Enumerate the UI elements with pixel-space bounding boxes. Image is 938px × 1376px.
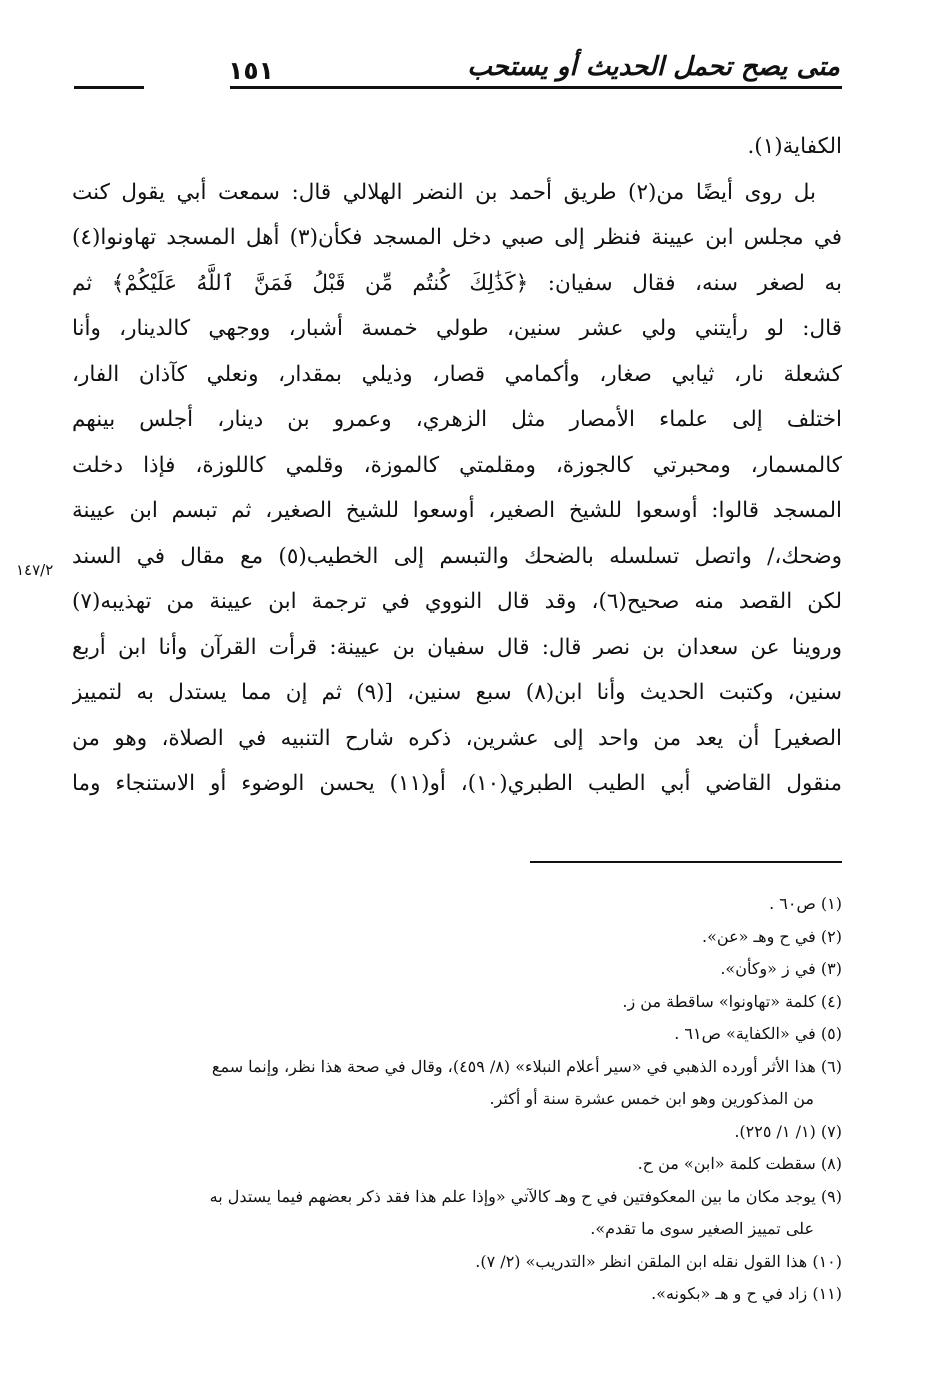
body-line: الصغير] أن يعد من واحد إلى عشرين، ذكره شارح التنبيه في الصلاة، وهو من	[72, 725, 842, 751]
body-line: قال: لو رأيتني ولي عشر سنين، طولي خمسة أشبار، ووجهي كالدينار، وأنا	[72, 316, 842, 341]
margin-note: ١٤٧/٢	[16, 561, 54, 579]
page-header	[70, 46, 840, 106]
header-rule	[230, 86, 842, 89]
body-line: وروينا عن سعدان بن نصر قال: قال سفيان بن عيينة: قرأت القرآن وأنا ابن أربع	[72, 634, 842, 660]
body-line: وضحك،/ واتصل تسلسله بالضحك والتبسم إلى الخطيب(٥) مع مقال في السند	[72, 543, 842, 569]
body-line: اختلف إلى علماء الأمصار مثل الزهري، وعمرو بن دينار، أجلس بينهم	[72, 407, 842, 432]
body-line: لكن القصد منه صحيح(٦)، وقد قال النووي في ترجمة ابن عيينة من تهذيبه(٧)	[72, 589, 842, 614]
body-line: به لصغر سنه، فقال سفيان: ﴿كَذَٰلِكَ كُنتُم مِّن قَبْلُ فَمَنَّ ٱللَّهُ عَلَيْكُمْ﴾ ثم	[72, 270, 842, 296]
body-line: في مجلس ابن عيينة فنظر إلى صبي دخل المسجد فكأن(٣) أهل المسجد تهاونوا(٤)	[72, 225, 842, 250]
body-line: المسجد قالوا: أوسعوا للشيخ الصغير، أوسعوا للشيخ الصغير، ثم تبسم ابن عيينة	[72, 498, 842, 523]
footnote: (٨) سقطت كلمة «ابن» من ح.	[637, 1154, 842, 1173]
footnote: (١١) زاد في ح و هـ «بكونه».	[651, 1284, 842, 1303]
running-title: متى يصح تحمل الحديث أو يستحب	[467, 52, 840, 82]
footnote: (٦) هذا الأثر أورده الذهبي في «سير أعلام النبلاء» (٨/ ٤٥٩)، وقال في صحة هذا نظر، وإنما سمع	[211, 1056, 842, 1076]
body-line: بل روى أيضًا من(٢) طريق أحمد بن النضر الهلالي قال: سمعت أبي يقول كنت	[72, 179, 816, 205]
body-line: منقول القاضي أبي الطيب الطبري(١٠)، أو(١١) يحسن الوضوء أو الاستنجاء وما	[72, 771, 842, 796]
footnote-continuation: من المذكورين وهو ابن خمس عشرة سنة أو أكثر.	[489, 1089, 814, 1108]
footnote: (٩) يوجد مكان ما بين المعكوفتين في ح وهـ كالآتي «وإذا علم هذا فقد ذكر بعضهم فيما يستدل به	[209, 1186, 842, 1206]
page-number: ١٥١	[228, 56, 274, 85]
body-line: كشعلة نار، ثيابي صغار، وأكمامي قصار، وذيلي بمقدار، ونعلي كآذان الفار،	[72, 361, 842, 387]
footnote: (٧) (١/ ١/ ٢٢٥).	[734, 1121, 842, 1141]
body-text	[72, 124, 842, 807]
footnote: (٤) كلمة «تهاونوا» ساقطة من ز.	[622, 991, 842, 1011]
header-rule	[74, 86, 144, 89]
footnote-divider	[530, 861, 842, 863]
body-line: الكفاية(١).	[747, 134, 842, 159]
body-line: كالمسمار، ومحبرتي كالجوزة، ومقلمتي كالموزة، وقلمي كاللوزة، فإذا دخلت	[72, 452, 842, 478]
footnote: (١) ص٦٠ .	[769, 894, 842, 913]
footnote-continuation: على تمييز الصغير سوى ما تقدم».	[590, 1219, 814, 1238]
footnotes	[72, 888, 842, 1311]
body-line: سنين، وكتبت الحديث وأنا ابن(٨) سبع سنين، [(٩) ثم إن مما يستدل به لتمييز	[72, 680, 842, 705]
footnote: (٣) في ز «وكأن».	[720, 959, 842, 978]
footnote: (٥) في «الكفاية» ص٦١ .	[674, 1024, 842, 1043]
footnote: (٢) في ح وهـ «عن».	[702, 926, 842, 946]
footnote: (١٠) هذا القول نقله ابن الملقن انظر «التدريب» (٢/ ٧).	[475, 1251, 842, 1271]
